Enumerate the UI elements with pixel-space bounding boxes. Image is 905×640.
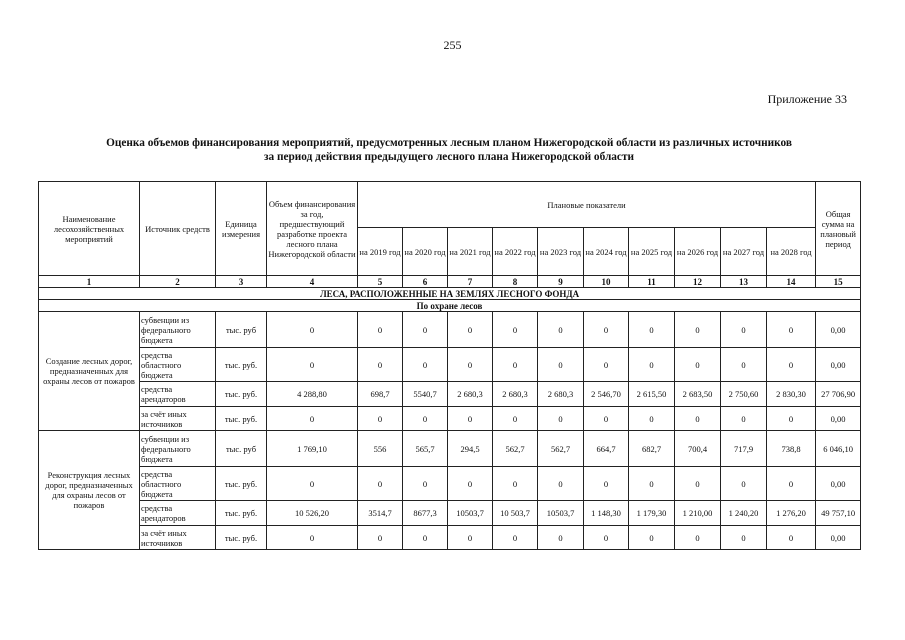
column-number-row xyxy=(39,276,861,288)
col-header-year: на 2027 год xyxy=(721,228,767,276)
year-cell: 0 xyxy=(538,467,584,501)
year-cell: 2 680,3 xyxy=(448,382,493,407)
year-cell: 0 xyxy=(448,467,493,501)
col-header-year: на 2025 год xyxy=(629,228,675,276)
year-cell: 0 xyxy=(767,312,816,348)
year-cell: 1 240,20 xyxy=(721,501,767,526)
year-cell: 0 xyxy=(721,407,767,431)
col-header-year: на 2019 год xyxy=(358,228,403,276)
table-row xyxy=(39,526,861,550)
year-cell: 1 148,30 xyxy=(584,501,629,526)
volume-cell: 0 xyxy=(267,348,358,382)
year-cell: 3514,7 xyxy=(358,501,403,526)
year-cell: 0 xyxy=(538,407,584,431)
table-row xyxy=(39,501,861,526)
year-cell: 682,7 xyxy=(629,431,675,467)
year-cell: 1 210,00 xyxy=(675,501,721,526)
total-cell: 0,00 xyxy=(816,312,861,348)
col-header-year: на 2020 год xyxy=(403,228,448,276)
source-cell: средства областного бюджета xyxy=(140,467,216,501)
header-row-top xyxy=(39,182,861,228)
year-cell: 0 xyxy=(584,526,629,550)
column-number: 13 xyxy=(721,276,767,288)
year-cell: 562,7 xyxy=(538,431,584,467)
year-cell: 5540,7 xyxy=(403,382,448,407)
table-row xyxy=(39,348,861,382)
section-row xyxy=(39,288,861,300)
year-cell: 0 xyxy=(629,312,675,348)
year-cell: 0 xyxy=(403,348,448,382)
col-header-year: на 2022 год xyxy=(493,228,538,276)
year-cell: 0 xyxy=(538,348,584,382)
year-cell: 0 xyxy=(584,312,629,348)
year-cell: 0 xyxy=(448,312,493,348)
year-cell: 0 xyxy=(767,348,816,382)
total-cell: 0,00 xyxy=(816,348,861,382)
column-number: 4 xyxy=(267,276,358,288)
year-cell: 0 xyxy=(629,348,675,382)
year-cell: 2 750,60 xyxy=(721,382,767,407)
column-number: 1 xyxy=(39,276,140,288)
year-cell: 0 xyxy=(403,526,448,550)
year-cell: 0 xyxy=(629,407,675,431)
year-cell: 0 xyxy=(767,467,816,501)
column-number: 11 xyxy=(629,276,675,288)
volume-cell: 0 xyxy=(267,407,358,431)
subsection-row xyxy=(39,300,861,312)
col-header-year: на 2024 год xyxy=(584,228,629,276)
year-cell: 717,9 xyxy=(721,431,767,467)
year-cell: 738,8 xyxy=(767,431,816,467)
source-cell: за счёт иных источников xyxy=(140,526,216,550)
appendix-label: Приложение 33 xyxy=(767,92,847,106)
year-cell: 0 xyxy=(767,526,816,550)
volume-cell: 0 xyxy=(267,312,358,348)
year-cell: 0 xyxy=(675,467,721,501)
subsection-title: По охране лесов xyxy=(39,300,861,312)
column-number: 10 xyxy=(584,276,629,288)
activity-name: Реконструкция лесных дорог, предназначенных для охраны лесов от пожаров xyxy=(39,431,140,550)
source-cell: средства арендаторов xyxy=(140,501,216,526)
year-cell: 0 xyxy=(721,467,767,501)
year-cell: 0 xyxy=(493,312,538,348)
col-header-year: на 2023 год xyxy=(538,228,584,276)
year-cell: 0 xyxy=(448,407,493,431)
volume-cell: 0 xyxy=(267,526,358,550)
unit-cell: тыс. руб. xyxy=(216,467,267,501)
column-number: 14 xyxy=(767,276,816,288)
source-cell: за счёт иных источников xyxy=(140,407,216,431)
unit-cell: тыс. руб. xyxy=(216,348,267,382)
col-header-year: на 2026 год xyxy=(675,228,721,276)
year-cell: 0 xyxy=(493,526,538,550)
year-cell: 0 xyxy=(767,407,816,431)
year-cell: 2 615,50 xyxy=(629,382,675,407)
year-cell: 294,5 xyxy=(448,431,493,467)
total-cell: 6 046,10 xyxy=(816,431,861,467)
year-cell: 556 xyxy=(358,431,403,467)
year-cell: 0 xyxy=(403,467,448,501)
year-cell: 0 xyxy=(493,348,538,382)
year-cell: 0 xyxy=(721,312,767,348)
unit-cell: тыс. руб xyxy=(216,431,267,467)
year-cell: 0 xyxy=(721,526,767,550)
unit-cell: тыс. руб. xyxy=(216,501,267,526)
year-cell: 0 xyxy=(358,407,403,431)
unit-cell: тыс. руб. xyxy=(216,407,267,431)
year-cell: 698,7 xyxy=(358,382,403,407)
source-cell: средства областного бюджета xyxy=(140,348,216,382)
year-cell: 8677,3 xyxy=(403,501,448,526)
column-number: 5 xyxy=(358,276,403,288)
unit-cell: тыс. руб. xyxy=(216,526,267,550)
total-cell: 0,00 xyxy=(816,467,861,501)
year-cell: 10 503,7 xyxy=(493,501,538,526)
volume-cell: 1 769,10 xyxy=(267,431,358,467)
year-cell: 2 830,30 xyxy=(767,382,816,407)
column-number: 8 xyxy=(493,276,538,288)
col-header-plan: Плановые показатели xyxy=(358,182,816,228)
year-cell: 565,7 xyxy=(403,431,448,467)
volume-cell: 0 xyxy=(267,467,358,501)
year-cell: 1 276,20 xyxy=(767,501,816,526)
year-cell: 2 680,3 xyxy=(493,382,538,407)
col-header-total: Общая сумма на плановый период xyxy=(816,182,861,276)
table-row xyxy=(39,312,861,348)
unit-cell: тыс. руб. xyxy=(216,382,267,407)
source-cell: субвенции из федерального бюджета xyxy=(140,312,216,348)
page-number: 255 xyxy=(443,38,462,52)
column-number: 3 xyxy=(216,276,267,288)
year-cell: 700,4 xyxy=(675,431,721,467)
year-cell: 664,7 xyxy=(584,431,629,467)
total-cell: 49 757,10 xyxy=(816,501,861,526)
column-number: 12 xyxy=(675,276,721,288)
year-cell: 0 xyxy=(584,348,629,382)
year-cell: 0 xyxy=(584,407,629,431)
year-cell: 2 683,50 xyxy=(675,382,721,407)
year-cell: 0 xyxy=(493,467,538,501)
financing-table xyxy=(38,181,861,550)
year-cell: 0 xyxy=(358,467,403,501)
col-header-volume: Объем финансирования за год, предшествующий разработке проекта лесного плана Нижегородской области xyxy=(267,182,358,276)
total-cell: 27 706,90 xyxy=(816,382,861,407)
volume-cell: 10 526,20 xyxy=(267,501,358,526)
table-row xyxy=(39,382,861,407)
year-cell: 0 xyxy=(358,348,403,382)
year-cell: 0 xyxy=(629,467,675,501)
col-header-unit: Единица измерения xyxy=(216,182,267,276)
year-cell: 0 xyxy=(493,407,538,431)
year-cell: 0 xyxy=(675,312,721,348)
year-cell: 0 xyxy=(358,312,403,348)
year-cell: 0 xyxy=(584,467,629,501)
unit-cell: тыс. руб xyxy=(216,312,267,348)
year-cell: 0 xyxy=(675,526,721,550)
title-line-1: Оценка объемов финансирования мероприятий, предусмотренных лесным планом Нижегородской области из различных источников xyxy=(106,137,792,149)
section-title: ЛЕСА, РАСПОЛОЖЕННЫЕ НА ЗЕМЛЯХ ЛЕСНОГО ФОНДА xyxy=(39,288,861,300)
year-cell: 10503,7 xyxy=(448,501,493,526)
column-number: 15 xyxy=(816,276,861,288)
col-header-year: на 2021 год xyxy=(448,228,493,276)
year-cell: 0 xyxy=(538,526,584,550)
column-number: 2 xyxy=(140,276,216,288)
source-cell: средства арендаторов xyxy=(140,382,216,407)
column-number: 7 xyxy=(448,276,493,288)
year-cell: 0 xyxy=(448,526,493,550)
table-row xyxy=(39,467,861,501)
year-cell: 562,7 xyxy=(493,431,538,467)
title-line-2: за период действия предыдущего лесного плана Нижегородской области xyxy=(263,151,635,163)
document-title xyxy=(38,136,860,164)
year-cell: 0 xyxy=(403,312,448,348)
year-cell: 0 xyxy=(721,348,767,382)
year-cell: 0 xyxy=(358,526,403,550)
col-header-name: Наименование лесохозяйственных мероприятий xyxy=(39,182,140,276)
total-cell: 0,00 xyxy=(816,407,861,431)
year-cell: 0 xyxy=(675,348,721,382)
year-cell: 0 xyxy=(538,312,584,348)
source-cell: субвенции из федерального бюджета xyxy=(140,431,216,467)
year-cell: 2 680,3 xyxy=(538,382,584,407)
col-header-year: на 2028 год xyxy=(767,228,816,276)
table-row xyxy=(39,431,861,467)
column-number: 9 xyxy=(538,276,584,288)
year-cell: 10503,7 xyxy=(538,501,584,526)
year-cell: 0 xyxy=(675,407,721,431)
year-cell: 0 xyxy=(448,348,493,382)
total-cell: 0,00 xyxy=(816,526,861,550)
year-cell: 0 xyxy=(629,526,675,550)
table-row xyxy=(39,407,861,431)
column-number: 6 xyxy=(403,276,448,288)
year-cell: 0 xyxy=(403,407,448,431)
year-cell: 1 179,30 xyxy=(629,501,675,526)
volume-cell: 4 288,80 xyxy=(267,382,358,407)
col-header-source: Источник средств xyxy=(140,182,216,276)
activity-name: Создание лесных дорог, предназначенных для охраны лесов от пожаров xyxy=(39,312,140,431)
year-cell: 2 546,70 xyxy=(584,382,629,407)
